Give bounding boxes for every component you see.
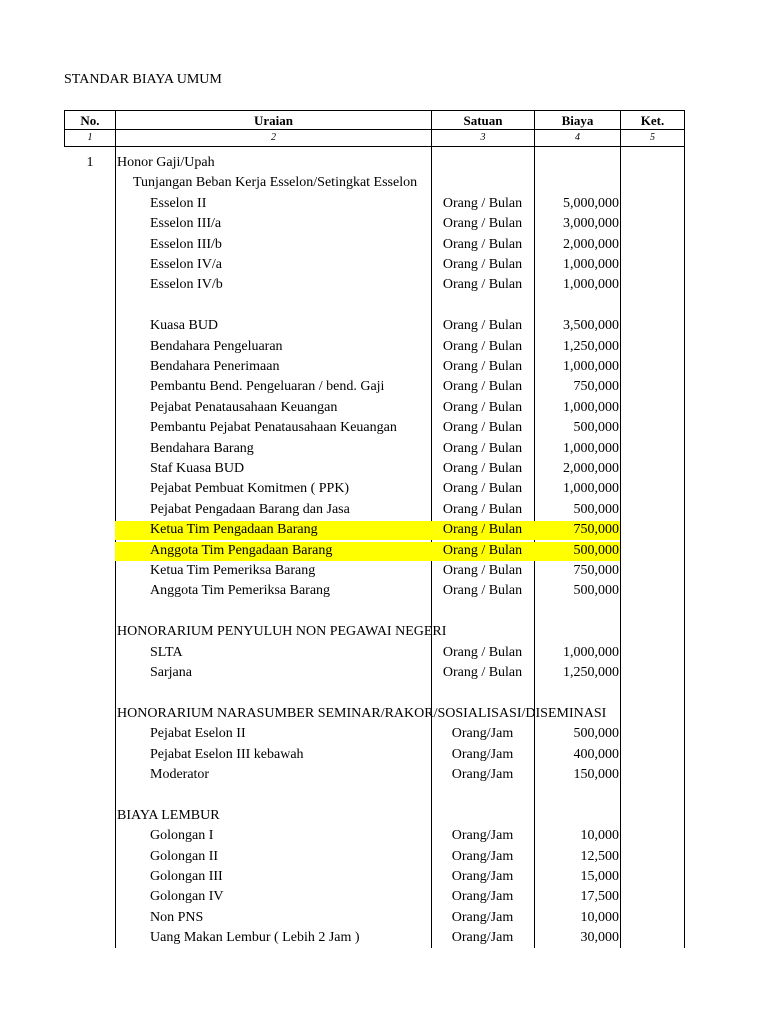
cell-uraian: Esselon IV/a	[150, 257, 222, 272]
cell-satuan: Orang/Jam	[451, 889, 514, 905]
cell-biaya: 400,000	[573, 746, 619, 762]
cell-biaya: 500,000	[573, 542, 619, 558]
table-row	[0, 765, 768, 785]
cell-satuan: Orang / Bulan	[442, 257, 523, 272]
cell-biaya: 1,250,000	[563, 338, 619, 354]
cell-satuan: Orang / Bulan	[442, 236, 523, 252]
cell-uraian: Moderator	[150, 767, 210, 782]
cell-uraian: Golongan IV	[150, 889, 224, 905]
cell-satuan: Orang / Bulan	[442, 440, 523, 456]
table-row	[0, 541, 768, 561]
table-row	[0, 357, 768, 377]
table-row	[0, 418, 768, 438]
cell-satuan: Orang/Jam	[451, 726, 514, 742]
cell-uraian: Staf Kuasa BUD	[150, 461, 245, 476]
cell-satuan: Orang / Bulan	[442, 399, 523, 415]
table-row	[0, 826, 768, 846]
table-row	[0, 235, 768, 255]
table-row	[0, 561, 768, 581]
cell-satuan: Orang / Bulan	[442, 420, 523, 436]
cell-satuan: Orang / Bulan	[442, 563, 523, 578]
table-row	[0, 439, 768, 459]
table-row	[0, 255, 768, 275]
cell-satuan: Orang / Bulan	[442, 583, 523, 599]
cell-uraian: Pejabat Eselon III kebawah	[150, 746, 304, 762]
cell-uraian: BIAYA LEMBUR	[117, 807, 220, 823]
cell-satuan: Orang/Jam	[451, 746, 514, 762]
cell-satuan: Orang / Bulan	[442, 481, 523, 497]
cell-biaya: 2,000,000	[563, 236, 619, 252]
cell-biaya: 3,000,000	[563, 216, 619, 232]
cell-satuan: Orang/Jam	[451, 930, 514, 946]
cell-uraian: Golongan II	[150, 848, 219, 864]
cell-satuan: Orang / Bulan	[442, 195, 523, 211]
cell-uraian: Esselon III/a	[150, 216, 222, 232]
table-row	[0, 887, 768, 907]
cell-satuan: Orang / Bulan	[442, 277, 523, 293]
cell-biaya: 1,000,000	[563, 481, 619, 497]
sheet-title: STANDAR BIAYA UMUM	[64, 72, 222, 87]
cell-satuan: Orang / Bulan	[442, 216, 523, 232]
cell-uraian: Esselon IV/b	[150, 277, 223, 293]
cell-uraian: HONORARIUM PENYULUH NON PEGAWAI NEGERI	[117, 624, 447, 640]
cell-biaya: 15,000	[580, 869, 619, 884]
cell-satuan: Orang / Bulan	[442, 522, 523, 538]
table-row	[0, 704, 768, 724]
table-row	[0, 928, 768, 948]
cell-satuan: Orang / Bulan	[442, 461, 523, 476]
cell-satuan: Orang/Jam	[451, 909, 514, 925]
cell-satuan: Orang/Jam	[451, 828, 514, 844]
colnum-satuan: 3	[480, 132, 486, 143]
cell-uraian: Bendahara Penerimaan	[150, 359, 280, 374]
cell-uraian: Pejabat Pengadaan Barang dan Jasa	[150, 501, 350, 517]
colnum-biaya: 4	[575, 132, 580, 143]
cell-biaya: 1,000,000	[563, 644, 619, 660]
table-row	[0, 398, 768, 418]
cell-uraian: Ketua Tim Pengadaan Barang	[150, 522, 318, 538]
cell-biaya: 3,500,000	[563, 318, 619, 334]
cell-biaya: 500,000	[573, 420, 619, 436]
cell-uraian: Pembantu Pejabat Penatausahaan Keuangan	[150, 420, 397, 436]
table-row	[0, 194, 768, 214]
cell-biaya: 1,000,000	[563, 399, 619, 415]
table-row	[0, 296, 768, 316]
table-row	[0, 275, 768, 295]
table-row	[0, 622, 768, 642]
cell-uraian: Uang Makan Lembur ( Lebih 2 Jam )	[150, 930, 360, 946]
table-row	[0, 745, 768, 765]
cell-satuan: Orang / Bulan	[442, 542, 523, 558]
cell-biaya: 500,000	[573, 726, 619, 742]
cell-no: 1	[86, 155, 94, 170]
cell-uraian: Bendahara Pengeluaran	[150, 338, 283, 354]
header-uraian: Uraian	[254, 113, 293, 128]
cell-uraian: Golongan I	[150, 828, 214, 844]
table-row	[0, 459, 768, 479]
cell-satuan: Orang / Bulan	[442, 501, 523, 517]
table-row	[0, 173, 768, 193]
cell-satuan: Orang/Jam	[451, 767, 514, 782]
table-row	[0, 683, 768, 703]
cell-satuan: Orang / Bulan	[442, 665, 523, 680]
cell-uraian: Pejabat Penatausahaan Keuangan	[150, 399, 338, 415]
cell-biaya: 500,000	[573, 583, 619, 599]
cell-uraian: Pejabat Pembuat Komitmen ( PPK)	[150, 481, 350, 497]
table-row	[0, 377, 768, 397]
cell-uraian: Tunjangan Beban Kerja Esselon/Setingkat Esselon	[133, 175, 418, 191]
table-row	[0, 663, 768, 683]
cell-uraian: SLTA	[150, 644, 183, 660]
cell-biaya: 750,000	[573, 522, 619, 538]
cell-satuan: Orang / Bulan	[442, 318, 523, 334]
cell-satuan: Orang/Jam	[451, 869, 514, 884]
colnum-ket: 5	[650, 132, 655, 143]
table-row	[0, 500, 768, 520]
cell-uraian: Sarjana	[150, 665, 192, 680]
header-ket: Ket.	[640, 113, 665, 128]
cell-biaya: 750,000	[573, 379, 619, 395]
table-row	[0, 316, 768, 336]
table-row	[0, 153, 768, 173]
cell-biaya: 1,000,000	[563, 440, 619, 456]
cell-satuan: Orang / Bulan	[442, 644, 523, 660]
cell-uraian: Golongan III	[150, 869, 223, 884]
table-row	[0, 785, 768, 805]
cell-biaya: 10,000	[580, 909, 619, 925]
cell-uraian: Pejabat Eselon II	[150, 726, 246, 742]
table-row	[0, 337, 768, 357]
cell-satuan: Orang / Bulan	[442, 338, 523, 354]
cell-biaya: 750,000	[573, 563, 619, 578]
cell-biaya: 150,000	[573, 767, 619, 782]
table-row	[0, 643, 768, 663]
table-row	[0, 581, 768, 601]
cell-biaya: 2,000,000	[563, 461, 619, 476]
cell-uraian: Anggota Tim Pemeriksa Barang	[150, 583, 331, 599]
cell-uraian: Anggota Tim Pengadaan Barang	[150, 542, 333, 558]
cell-biaya: 1,000,000	[563, 257, 619, 272]
cell-uraian: HONORARIUM NARASUMBER SEMINAR/RAKOR/SOSIALISASI/DISEMINASI	[117, 705, 607, 721]
table-row	[0, 479, 768, 499]
cell-uraian: Pembantu Bend. Pengeluaran / bend. Gaji	[150, 379, 385, 395]
cell-biaya: 1,000,000	[563, 359, 619, 374]
table-row	[0, 908, 768, 928]
cell-biaya: 12,500	[580, 848, 619, 864]
cell-uraian: Honor Gaji/Upah	[117, 155, 215, 170]
cell-uraian: Esselon III/b	[150, 236, 222, 252]
cell-uraian: Ketua Tim Pemeriksa Barang	[150, 563, 316, 578]
cell-satuan: Orang/Jam	[451, 848, 514, 864]
cell-biaya: 1,250,000	[563, 665, 619, 680]
cell-uraian: Esselon II	[150, 195, 207, 211]
colnum-uraian: 2	[271, 132, 276, 143]
table-row	[0, 520, 768, 540]
cell-uraian: Kuasa BUD	[150, 318, 219, 334]
header-satuan: Satuan	[463, 113, 503, 128]
table-row	[0, 847, 768, 867]
cell-biaya: 10,000	[580, 828, 619, 844]
table-row	[0, 214, 768, 234]
table-row	[0, 724, 768, 744]
cell-satuan: Orang / Bulan	[442, 359, 523, 374]
header-no: No.	[80, 113, 100, 128]
cell-biaya: 17,500	[580, 889, 619, 905]
cell-satuan: Orang / Bulan	[442, 379, 523, 395]
table-row	[0, 806, 768, 826]
cell-uraian: Non PNS	[150, 909, 204, 925]
cell-biaya: 5,000,000	[563, 195, 619, 211]
cell-biaya: 30,000	[580, 930, 619, 946]
cell-biaya: 500,000	[573, 501, 619, 517]
cell-uraian: Bendahara Barang	[150, 440, 254, 456]
colnum-no: 1	[87, 132, 93, 143]
header-biaya: Biaya	[561, 113, 594, 128]
colnum-divider	[64, 146, 684, 147]
table-row	[0, 867, 768, 887]
table-row	[0, 602, 768, 622]
cell-biaya: 1,000,000	[563, 277, 619, 293]
